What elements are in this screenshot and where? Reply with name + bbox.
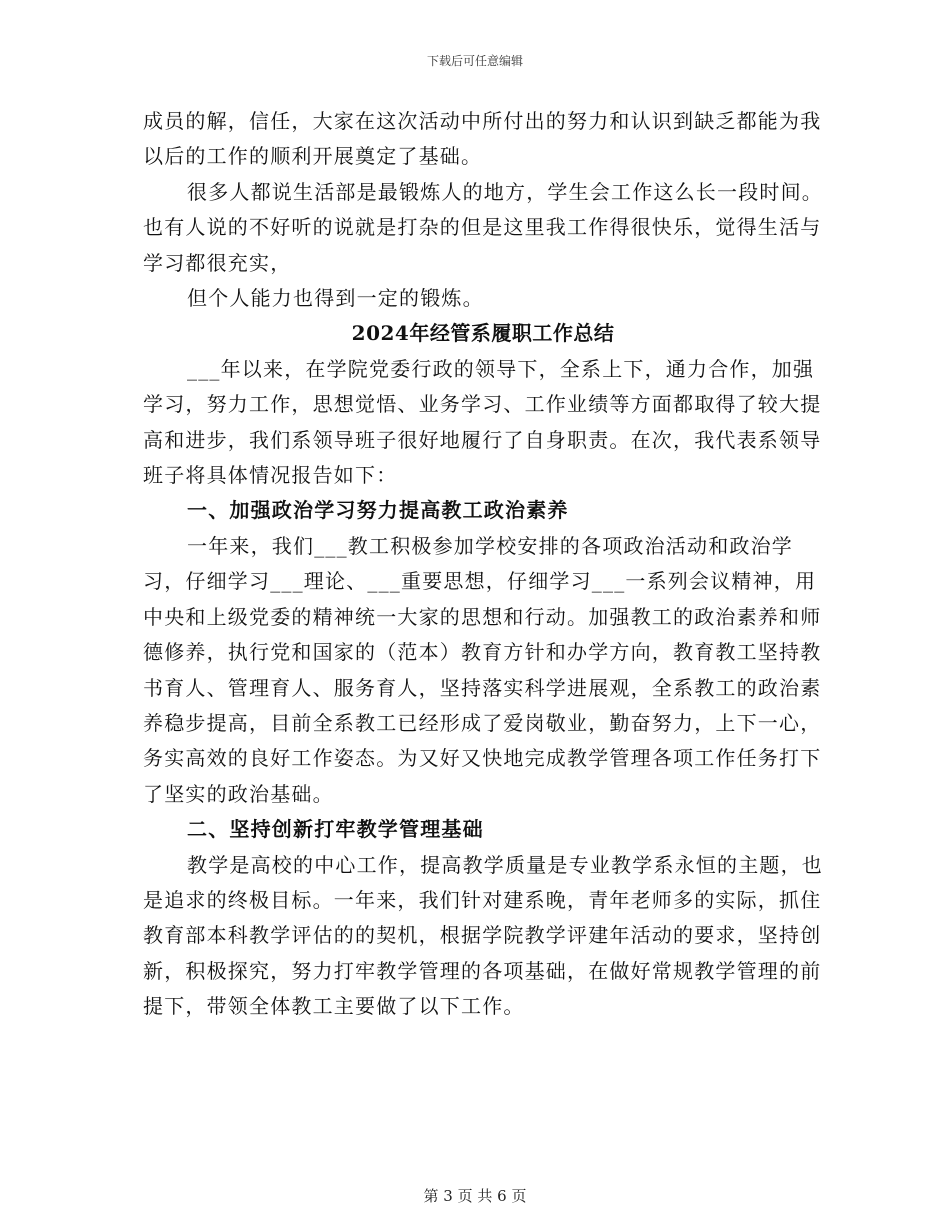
section-heading-1: 一、加强政治学习努力提高教工政治素养 bbox=[187, 498, 569, 523]
section-heading-2: 二、坚持创新打牢教学管理基础 bbox=[187, 817, 484, 842]
paragraph: 教学是高校的中心工作，提高教学质量是专业教学系永恒的主题，也是追求的终极目标。一年来，我们针对建系晚，青年老师多的实际，抓住教育部本科教学评估的的契机，根据学院教学评建年活动的要求，坚持创新，积极探究，努力打牢教学管理的各项基础，在做好常规教学管理的前提下，带领全体教工主要做了以下工作。 bbox=[143, 852, 823, 1019]
paragraph: 很多人都说生活部是最锻炼人的地方，学生会工作这么长一段时间。也有人说的不好听的说就是打杂的但是这里我工作得很快乐，觉得生活与学习都很充实， bbox=[143, 179, 823, 275]
page-footer: 第 3 页 共 6 页 bbox=[423, 1187, 527, 1205]
document-title: 2024年经管系履职工作总结 bbox=[351, 321, 615, 346]
paragraph: 但个人能力也得到一定的锻炼。 bbox=[187, 286, 484, 311]
paragraph-continuation: 成员的解，信任，大家在这次活动中所付出的努力和认识到缺乏都能为我以后的工作的顺利开展奠定了基础。 bbox=[143, 109, 822, 169]
paragraph: 一年来，我们___教工积极参加学校安排的各项政治活动和政治学习，仔细学习___理论、___重要思想，仔细学习___一系列会议精神，用中央和上级党委的精神统一大家的思想和行动。加强教工的政治素养和师德修养，执行党和国家的（范本）教育方针和办学方向，教育教工坚持教书育人、管理育人、服务育人，坚持落实科学进展观，全系教工的政治素养稳步提高，目前全系教工已经形成了爱岗敬业，勤奋努力，上下一心，务实高效的良好工作姿态。为又好又快地完成教学管理各项工作任务打下了坚实的政治基础。 bbox=[143, 533, 822, 806]
page-header: 下载后可任意编辑 bbox=[426, 54, 523, 68]
paragraph: ___年以来，在学院党委行政的领导下，全系上下，通力合作，加强学习，努力工作，思想觉悟、业务学习、工作业绩等方面都取得了较大提高和进步，我们系领导班子很好地履行了自身职责。在次，我代表系领导班子将具体情况报告如下： bbox=[143, 356, 822, 488]
document-body bbox=[143, 104, 823, 1025]
